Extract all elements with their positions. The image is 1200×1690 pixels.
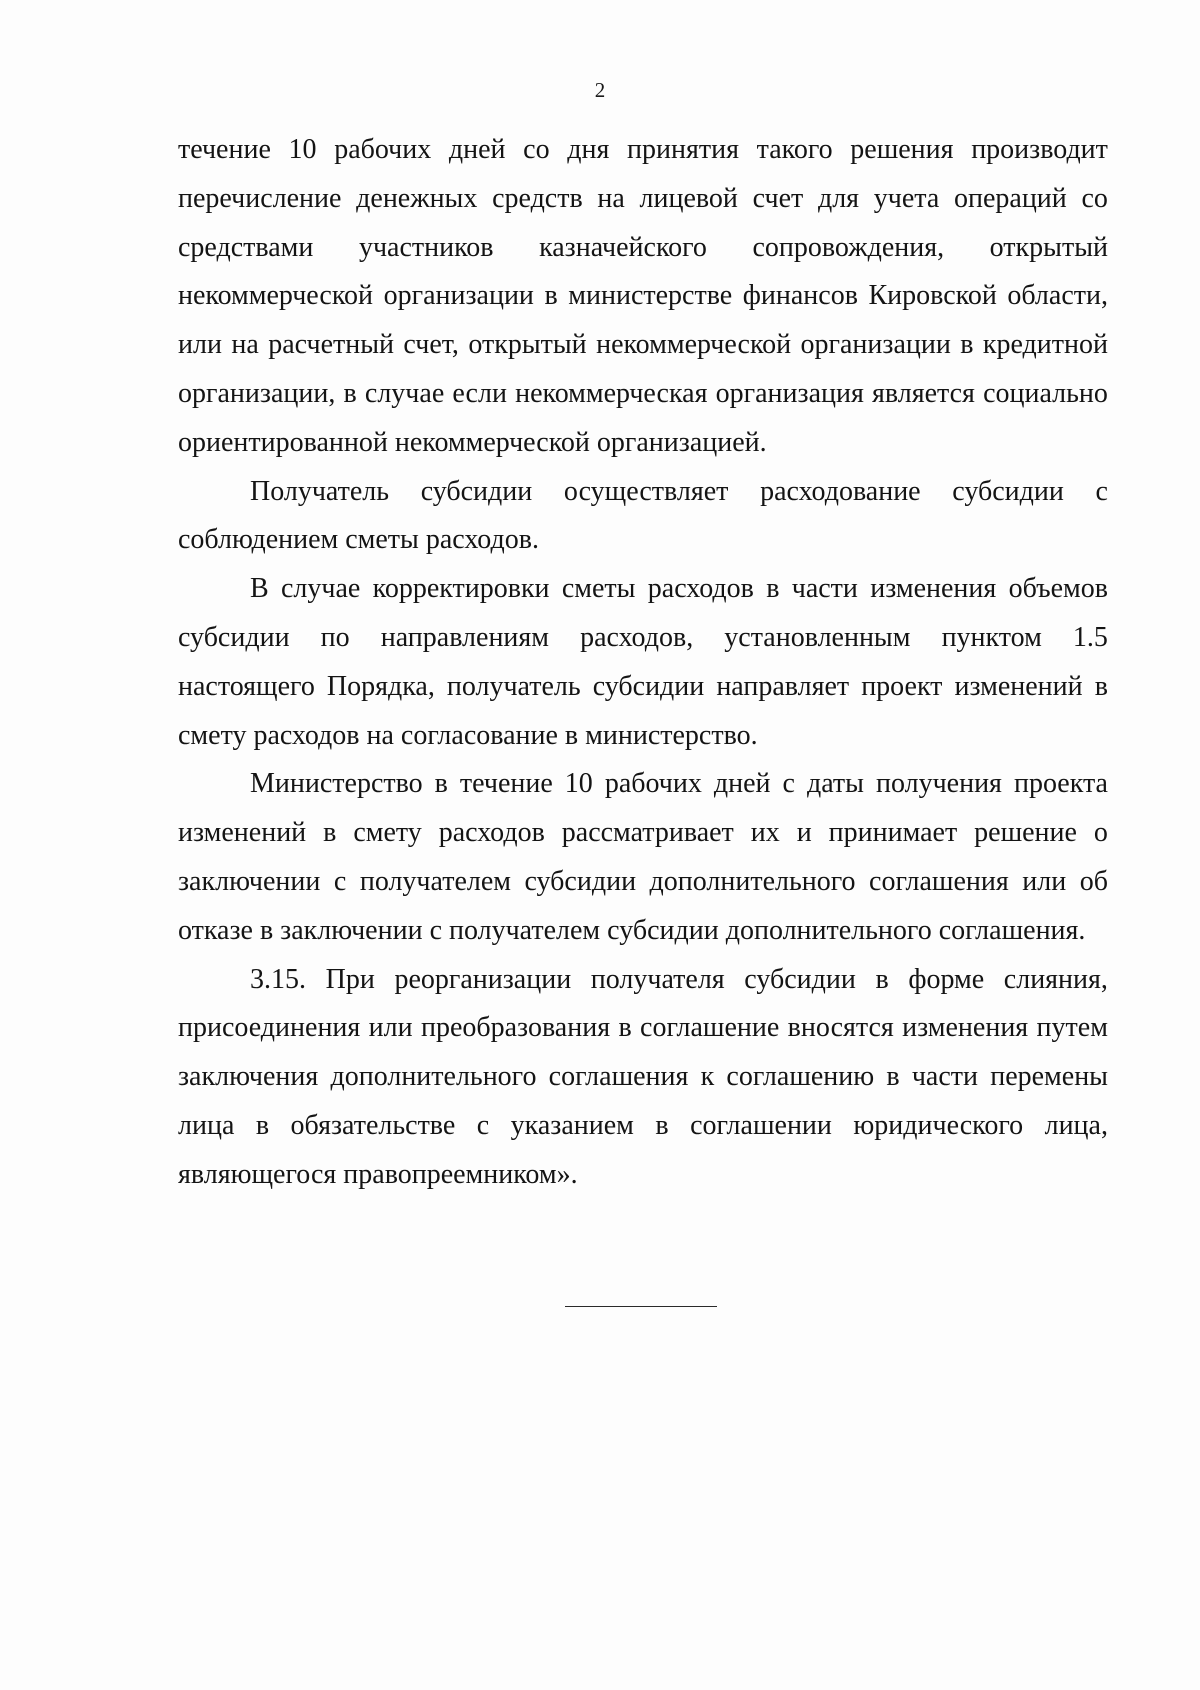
word: вносятся <box>787 1012 894 1044</box>
word: организации <box>383 280 534 312</box>
word: в <box>544 280 558 312</box>
word: средствами <box>178 231 314 263</box>
word: социально <box>983 377 1108 409</box>
word: на <box>231 329 259 361</box>
text-line <box>178 1102 1108 1151</box>
word: Кировской <box>868 280 997 312</box>
word: изменений <box>178 817 307 849</box>
word: денежных <box>356 182 478 214</box>
word: участников <box>358 231 494 263</box>
word: даты <box>806 768 864 800</box>
word: является <box>872 377 975 409</box>
word: объемов <box>1008 573 1108 605</box>
word: или <box>1022 865 1067 897</box>
word: финансов <box>742 280 858 312</box>
word: дня <box>567 134 610 165</box>
word: области, <box>1007 280 1108 312</box>
word: проект <box>861 670 943 702</box>
word: расчетный <box>268 329 395 361</box>
word: Министерство <box>250 768 423 800</box>
text-line <box>178 907 1108 956</box>
word: министерстве <box>568 280 733 312</box>
word: соглашении <box>690 1109 832 1141</box>
word: рабочих <box>604 768 702 800</box>
word: части <box>911 1061 978 1093</box>
word: обязательстве <box>290 1109 456 1141</box>
word: решения <box>850 134 954 165</box>
word: случае <box>364 377 445 409</box>
word: соглашения <box>548 1061 689 1093</box>
word: получателя <box>590 963 725 995</box>
word: настоящего <box>178 670 315 702</box>
word: смету <box>353 817 422 849</box>
word: рабочих <box>334 134 432 165</box>
word: с <box>333 865 347 897</box>
word: и <box>796 817 812 849</box>
word: к <box>700 1061 715 1093</box>
word: с <box>1095 475 1108 507</box>
word: некоммерческая <box>515 377 708 409</box>
word: соглашению <box>726 1061 875 1093</box>
text-line <box>178 663 1108 712</box>
word: учета <box>873 182 940 214</box>
text-line <box>178 565 1108 614</box>
word: средств <box>492 182 583 214</box>
word: счет <box>752 182 804 214</box>
word: со <box>1081 182 1108 214</box>
word: некоммерческой <box>178 280 374 312</box>
text-line <box>178 809 1108 858</box>
word: организации <box>800 329 951 361</box>
word: с <box>476 1109 490 1141</box>
word: указанием <box>510 1109 634 1141</box>
word: 3.15. <box>250 963 306 995</box>
paragraph-ministry-review <box>178 760 1108 955</box>
word: соглашения <box>869 865 1009 897</box>
page-number: 2 <box>594 78 606 102</box>
word: сопровождения, <box>752 231 945 263</box>
word: путем <box>1036 1012 1108 1044</box>
word: такого <box>756 134 833 165</box>
word: субсидии <box>420 475 533 507</box>
text-line <box>178 858 1108 907</box>
text-line <box>178 468 1108 517</box>
word: 10 <box>564 768 593 800</box>
word: В <box>250 573 269 605</box>
text-line <box>178 516 1108 565</box>
word: лица <box>178 1109 235 1141</box>
word: казначейского <box>539 231 707 263</box>
paragraph-recipient-spending <box>178 468 1108 566</box>
word: открытый <box>989 231 1108 263</box>
word: заключении <box>178 865 321 897</box>
word: субсидии <box>592 670 705 702</box>
word: изменения <box>902 1012 1029 1044</box>
word: в <box>343 377 357 409</box>
paragraph-estimate-correction <box>178 565 1108 760</box>
word: принимает <box>828 817 958 849</box>
word: случае <box>281 573 361 605</box>
word: дополнительного <box>330 1061 537 1093</box>
word: направлениям <box>380 621 550 653</box>
word: для <box>817 182 860 214</box>
text-line <box>178 1151 1108 1200</box>
word: перечисление <box>178 182 342 214</box>
word: течение <box>178 134 271 165</box>
word: организации, <box>178 377 336 409</box>
word: в <box>886 1061 900 1093</box>
line-text: отказе в заключении с получателем субсидии дополнительного соглашения. <box>178 914 1086 946</box>
word: в <box>255 1109 270 1141</box>
word: сметы <box>561 573 636 605</box>
word: производит <box>971 134 1108 165</box>
word: соглашение <box>640 1012 780 1044</box>
text-line <box>178 175 1108 224</box>
word: реорганизации <box>394 963 572 995</box>
text-line <box>178 370 1108 419</box>
word: с <box>782 768 795 800</box>
word: дней <box>713 768 771 800</box>
word: дней <box>448 134 506 165</box>
word: При <box>325 963 375 995</box>
word: преобразования <box>420 1012 611 1044</box>
word: рассматривает <box>561 817 734 849</box>
text-line <box>178 712 1108 761</box>
word: установленным <box>724 621 911 653</box>
end-of-text-rule <box>565 1306 717 1307</box>
text-line <box>178 419 1108 468</box>
document-body <box>178 126 1108 1200</box>
word: на <box>597 182 625 214</box>
word: форме <box>908 963 985 995</box>
word: перемены <box>990 1061 1108 1093</box>
word: о <box>1093 817 1108 849</box>
word: в <box>875 963 889 995</box>
word: в <box>766 573 780 605</box>
word: изменений <box>954 670 1083 702</box>
word: субсидии <box>178 621 290 653</box>
word: течение <box>459 768 553 800</box>
word: или <box>178 329 222 361</box>
word: Получатель <box>250 475 390 507</box>
word: в <box>655 1109 669 1141</box>
line-text: ориентированной некоммерческой организацией. <box>178 426 767 458</box>
text-line <box>178 956 1108 1005</box>
word: некоммерческой <box>596 329 792 361</box>
word: операций <box>953 182 1067 214</box>
word: их <box>750 817 780 849</box>
text-line <box>178 126 1108 175</box>
text-line <box>178 224 1108 273</box>
word: субсидии <box>952 475 1064 507</box>
text-line <box>178 272 1108 321</box>
word: по <box>320 621 350 653</box>
word: в <box>618 1012 632 1044</box>
text-line <box>178 1004 1108 1053</box>
word: получения <box>875 768 1002 800</box>
word: или <box>368 1012 413 1044</box>
word: дополнительного <box>649 865 856 897</box>
line-text: смету расходов на согласование в министерство. <box>178 719 758 751</box>
line-text: соблюдением сметы расходов. <box>178 524 539 556</box>
text-line <box>178 321 1108 370</box>
word: в <box>960 329 974 361</box>
paragraph-continuation <box>178 126 1108 468</box>
word: заключения <box>178 1061 319 1093</box>
word: юридического <box>853 1109 1024 1141</box>
word: получателем <box>359 865 511 897</box>
text-line <box>178 614 1108 663</box>
word: расходов <box>438 817 545 849</box>
word: открытый <box>468 329 587 361</box>
word: со <box>523 134 550 165</box>
word: получатель <box>446 670 581 702</box>
word: направляет <box>716 670 850 702</box>
word: счет, <box>403 329 459 361</box>
word: лицевой <box>639 182 738 214</box>
word: изменения <box>870 573 997 605</box>
word: в <box>323 817 337 849</box>
line-text: являющегося правопреемником». <box>178 1158 578 1190</box>
word: в <box>434 768 448 800</box>
word: расходов, <box>580 621 694 653</box>
paragraph-clause-3-15 <box>178 956 1108 1200</box>
word: пунктом <box>941 621 1042 653</box>
word: Порядка, <box>326 670 435 702</box>
word: принятия <box>627 134 739 165</box>
word: слияния, <box>1003 963 1108 995</box>
word: кредитной <box>982 329 1108 361</box>
word: 10 <box>288 134 317 165</box>
word: субсидии <box>524 865 637 897</box>
word: части <box>791 573 858 605</box>
word: лица, <box>1044 1109 1108 1141</box>
word: в <box>1094 670 1108 702</box>
word: присоединения <box>178 1012 361 1044</box>
word: расходование <box>760 475 921 507</box>
word: об <box>1079 865 1108 897</box>
word: корректировки <box>372 573 550 605</box>
word: решение <box>974 817 1077 849</box>
word: организация <box>715 377 864 409</box>
text-line <box>178 1053 1108 1102</box>
word: если <box>452 377 507 409</box>
word: осуществляет <box>563 475 729 507</box>
text-line <box>178 760 1108 809</box>
word: 1.5 <box>1072 621 1108 653</box>
word: проекта <box>1013 768 1108 800</box>
word: субсидии <box>744 963 856 995</box>
word: расходов <box>647 573 754 605</box>
